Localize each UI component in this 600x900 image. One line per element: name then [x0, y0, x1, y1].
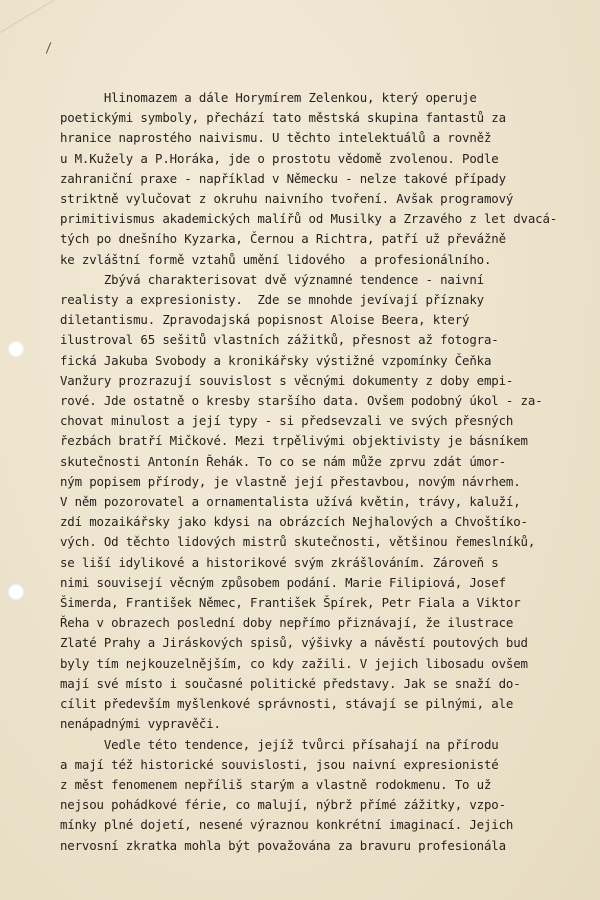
text-line: zdí mozaikářsky jako kdysi na obrázcích Nejhalových a Chvoštíko-	[60, 514, 528, 530]
text-line: a mají též historické souvislosti, jsou naivní expresionisté	[60, 756, 499, 772]
text-line: fická Jakuba Svobody a kronikářsky výstižné vzpomínky Čeňka	[60, 352, 492, 368]
text-line: nervosní zkratka mohla být považována za bravuru profesionála	[60, 837, 506, 853]
text-line: skutečnosti Antonín Řehák. To co se nám může zprvu zdát úmor-	[60, 453, 506, 469]
text-line: zahraniční praxe - například v Německu - nelze takové případy	[60, 170, 506, 186]
text-line: Šimerda, František Němec, František Špírek, Petr Fiala a Viktor	[60, 595, 521, 611]
text-line: mají své místo i současné politické představy. Jak se snaží do-	[60, 675, 521, 691]
text-line: tých po dnešního Kyzarka, Černou a Richtra, patří už převážně	[60, 231, 506, 247]
text-line: ným popisem přírody, je vlastně její přestavbou, novým návrhem.	[60, 473, 521, 489]
text-line: chovat minulost a její typy - si předsevzali ve svých přesných	[60, 413, 514, 429]
text-line: striktně vylučovat z okruhu naivního tvoření. Avšak programový	[60, 191, 514, 207]
punch-hole-icon	[8, 584, 24, 600]
text-line: vých. Od těchto lidových mistrů skutečnosti, většinou řemeslníků,	[60, 534, 536, 550]
text-line: ke zvláštní formě vztahů umění lidového a profesionálního.	[60, 251, 492, 267]
text-line: byly tím nejkouzelnějším, co kdy zažili. V jejich libosadu ovšem	[60, 655, 528, 671]
punch-hole-icon	[8, 341, 24, 357]
text-line: Hlinomazem a dále Horymírem Zelenkou, který operuje	[60, 90, 477, 105]
paper-fold-line	[0, 0, 111, 39]
text-line: nimi souvisejí věcným způsobem podání. Marie Filipiová, Josef	[60, 574, 506, 590]
text-line: V něm pozorovatel a ornamentalista užívá květin, trávy, kaluží,	[60, 494, 521, 510]
text-line: diletantismu. Zpravodajská popisnost Aloise Beera, který	[60, 312, 470, 328]
text-line: primitivismus akademických malířů od Musilky a Zrzavého z let dvacá-	[60, 211, 558, 227]
text-line: Vanžury prozrazují souvislost s věcnými dokumenty z doby empi-	[60, 372, 514, 388]
text-line: Vedle této tendence, jejíž tvůrci přísahají na přírodu	[60, 736, 499, 752]
text-line: řezbách bratří Mičkové. Mezi trpělivými objektivisty je básníkem	[60, 433, 528, 449]
text-line: rové. Jde ostatně o kresby staršího data. Ovšem podobný úkol - za-	[60, 393, 543, 409]
text-line: z měst fenomenem nepříliš starým a vlastně rodokmenu. To už	[60, 776, 492, 792]
text-line: mínky plné dojetí, nesené výraznou konkrétní imaginací. Jejich	[60, 817, 514, 833]
text-line: cílit především myšlenkové správnosti, stávají se pilnými, ale	[60, 696, 514, 712]
text-line: nenápadnými vypravěči.	[60, 716, 221, 732]
text-line: Řeha v obrazech poslední doby nepřímo přiznávají, že ilustrace	[60, 615, 514, 631]
text-line: poetickými symboly, přechází tato městská skupina fantastů za	[60, 110, 506, 126]
text-line: hranice naprostého naivismu. U těchto intelektuálů a rovněž	[60, 130, 492, 146]
text-line: nejsou pohádkové férie, co malují, nýbrž přímé zážitky, vzpo-	[60, 797, 506, 813]
pencil-mark	[46, 42, 51, 54]
text-line: ilustroval 65 sešitů vlastních zážitků, přesnost až fotogra-	[60, 332, 499, 348]
text-line: Zbývá charakterisovat dvě významné tendence - naivní	[60, 271, 484, 287]
body-text	[60, 88, 600, 856]
text-line: se liší idylikové a historikové svým zkrášlováním. Zároveň s	[60, 554, 499, 570]
text-line: Zlaté Prahy a Jiráskových spisů, výšivky a návěstí poutových bud	[60, 635, 528, 651]
text-line: realisty a expresionisty. Zde se mnohde jevívají příznaky	[60, 292, 484, 308]
text-line: u M.Kužely a P.Horáka, jde o prostotu vědomě zvolenou. Podle	[60, 150, 499, 166]
